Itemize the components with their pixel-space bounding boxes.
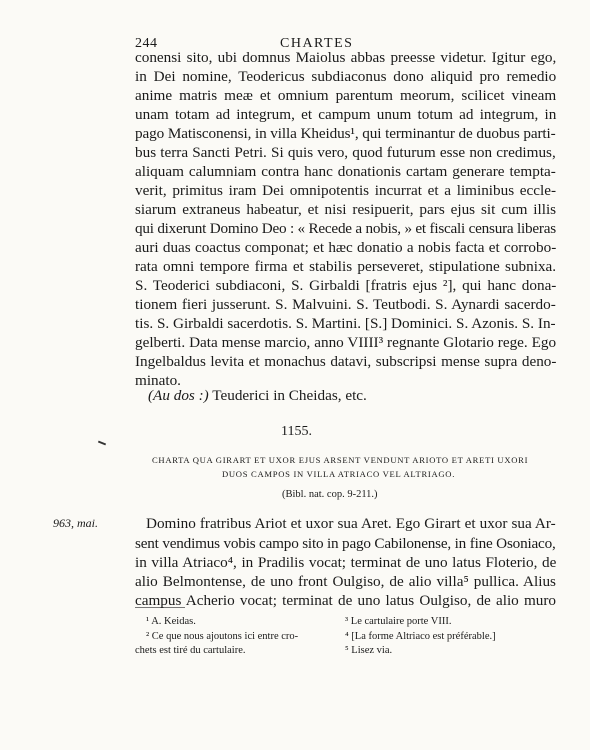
footnote-left xyxy=(146,616,196,627)
body-line: unam totam ad integrum, et campum unum totum ad integrum, in xyxy=(135,106,557,123)
footnote-text: A. Keidas. xyxy=(151,616,196,627)
body-line: Ingelbaldus levita et monachus datavi, subscripsi mense supra deno- xyxy=(135,353,557,370)
margin-mark xyxy=(98,441,106,446)
body-line: gelberti. Data mense marcio, anno VIIII³ regnante Glotario rege. Ego xyxy=(135,334,557,351)
charter-text-line: campus Acherio vocat; terminat de uno latus Oulgiso, de alio muro xyxy=(135,592,557,609)
footnote-left xyxy=(135,645,246,656)
body-line: anime matris meæ et omnium parentum meorum, scilicet vineam xyxy=(135,87,557,104)
margin-date: 963, mai. xyxy=(53,516,98,530)
charter-heading-line: DUOS CAMPOS IN VILLA ATRIACO VEL ALTRIAGO. xyxy=(222,469,456,479)
footnote-right xyxy=(345,616,451,627)
footnote-text: Ce que nous ajoutons ici entre cro- xyxy=(151,631,299,642)
charter-text-line: Domino fratribus Ariot et uxor sua Aret. Ego Girart et uxor sua Ar- xyxy=(146,515,556,532)
body-line: minato. xyxy=(135,372,181,389)
endorsement-text: Teuderici in Cheidas, etc. xyxy=(208,387,367,404)
footnote-number: ⁴ xyxy=(345,631,349,642)
footnote-text: Le cartulaire porte VIII. xyxy=(350,616,452,627)
body-line: siarum extraneus habeatur, et nisi resipuerit, pars ejus sit cum illis xyxy=(135,201,557,218)
endorsement-label: (Au dos :) xyxy=(148,387,209,404)
body-line: verit, primitus iram Dei omnipotentis incurrat et a liminibus eccle- xyxy=(135,182,557,199)
footnote-number: ² xyxy=(146,631,150,642)
body-line: conensi sito, ubi domnus Maiolus abbas preesse videtur. Igitur ego, xyxy=(135,49,557,66)
footnote-right xyxy=(345,631,496,642)
running-title: CHARTES xyxy=(280,36,354,51)
page-number: 244 xyxy=(135,36,158,51)
body-line: S. Teoderici subdiaconi, S. Girbaldi [fratris ejus ²], qui hanc dona- xyxy=(135,277,557,294)
footnote-number: ⁵ xyxy=(345,645,349,656)
body-line: bus terra Sancti Petri. Si quis vero, quod futurum esse non credimus, xyxy=(135,144,556,161)
footnote-right xyxy=(345,645,392,656)
body-line: tionem fieri jusserunt. S. Malvuini. S. Teutbodi. S. Aynardi sacerdo- xyxy=(135,296,556,313)
footnote-text: chets est tiré du cartulaire. xyxy=(135,645,246,656)
footnote-text: [La forme Altriaco est préférable.] xyxy=(351,631,496,642)
body-line: tis. S. Girbaldi sacerdotis. S. Martini. [S.] Dominici. S. Azonis. S. In- xyxy=(135,315,556,332)
bibliography-reference: (Bibl. nat. cop. 9-211.) xyxy=(282,489,378,500)
footnote-text: Lisez via. xyxy=(351,645,393,656)
charter-text-line: alio Belmontense, de uno front Oulgiso, de alio villa⁵ pullica. Alius xyxy=(135,573,556,590)
body-line: in Dei nomine, Teodericus subdiaconus dono aliquid pro remedio xyxy=(135,68,557,85)
body-line: aliquam calumniam contra hanc donationis cartam generare tempta- xyxy=(135,163,556,180)
charter-text-line: in villa Atriaco⁴, in Pradilis vocat; terminat de uno latus Floterio, de xyxy=(135,554,557,571)
body-line: auri duas coactus componat; et hæc donatio a nobis facta et corrobo- xyxy=(135,239,557,256)
charter-number: 1155. xyxy=(281,424,312,439)
footnote-number: ³ xyxy=(345,616,349,627)
charter-heading-line: CHARTA QUA GIRART ET UXOR EJUS ARSENT VENDUNT ARIOTO ET ARETI UXORI xyxy=(152,455,529,465)
body-line: rata omni tempore firma et stabilis perseveret, stipulatione subnixa. xyxy=(135,258,557,275)
body-line: qui dixerunt Domino Deo : « Recede a nobis, » et fiscali censura liberas xyxy=(135,220,556,237)
footnote-number: ¹ xyxy=(146,616,150,627)
body-line: pago Matisconensi, in villa Kheidus¹, qui terminantur de duobus parti- xyxy=(135,125,556,142)
charter-text-line: sent vendimus vobis campo sito in pago Cabilonense, in fine Osoniaco, xyxy=(135,535,556,552)
footnote-left xyxy=(146,631,298,642)
